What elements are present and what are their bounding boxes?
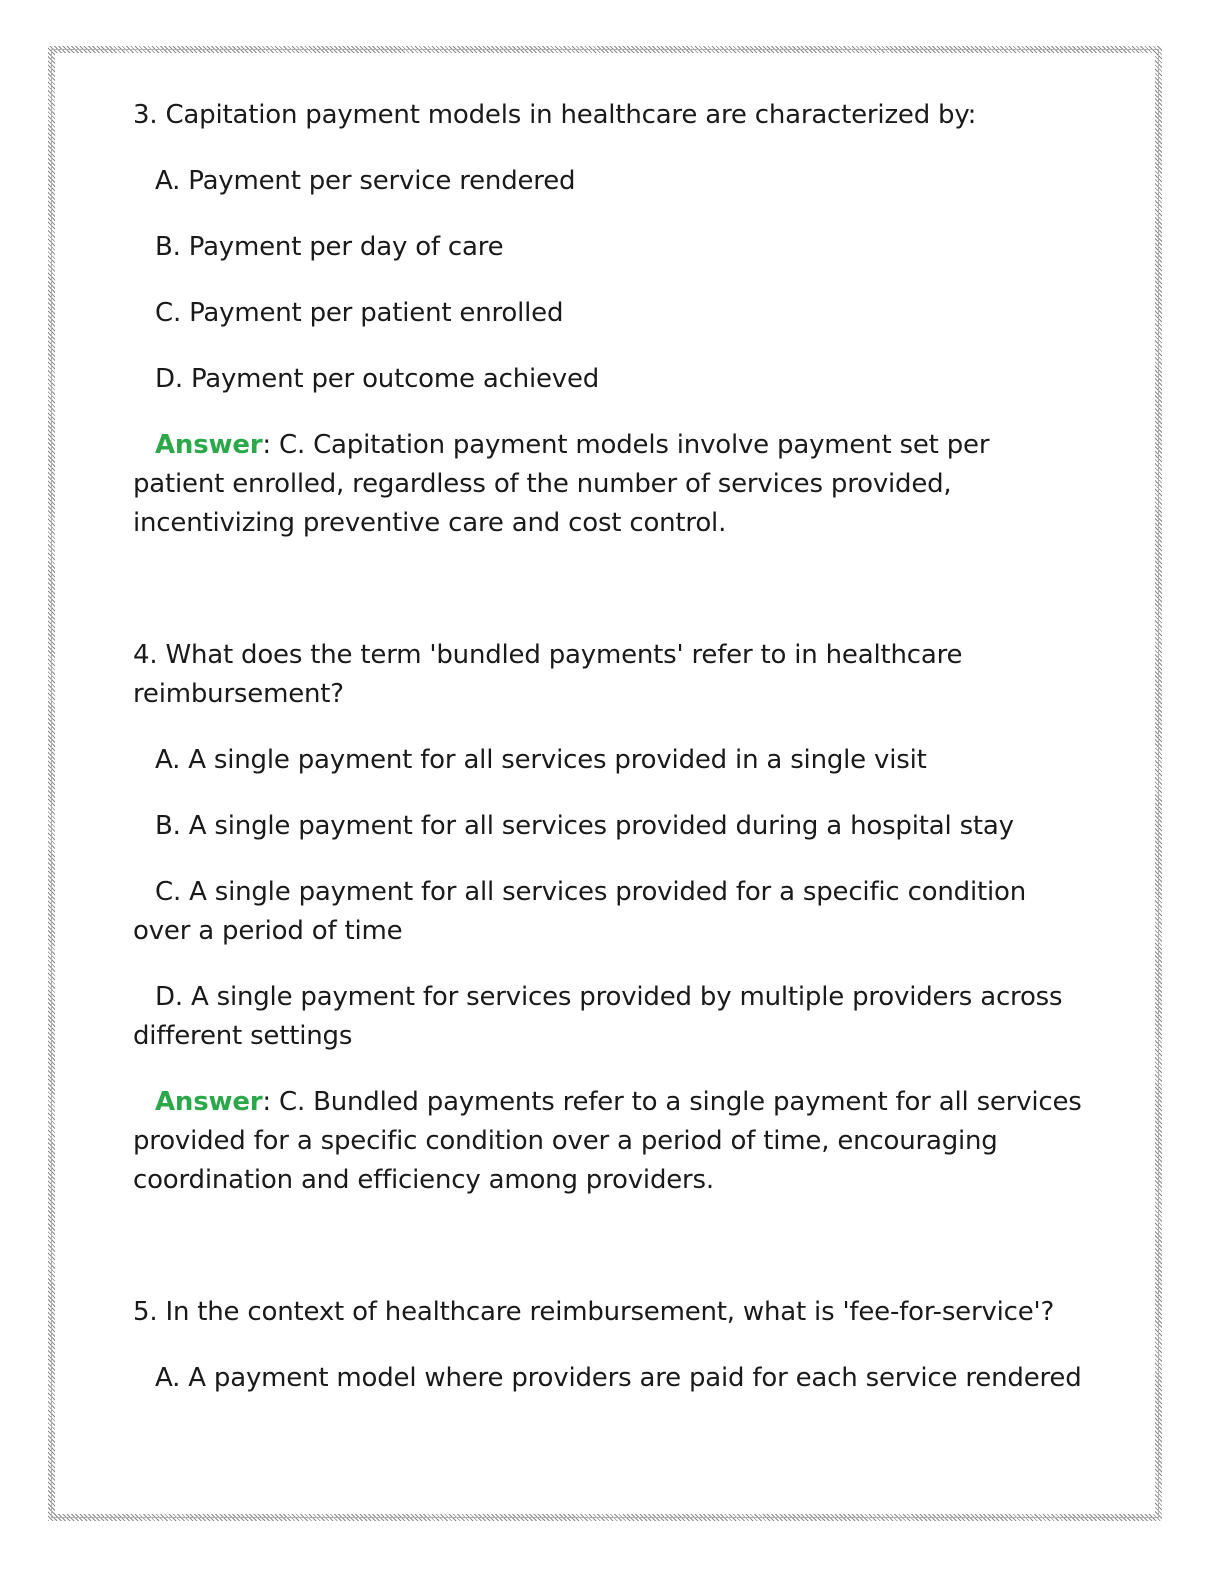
option-b: B. Payment per day of care xyxy=(155,232,504,262)
answer-label: Answer xyxy=(155,430,263,460)
option-d: D. A single payment for services provided by multiple providers across different settings xyxy=(133,982,1063,1051)
question-prompt: 5. In the context of healthcare reimbursement, what is 'fee-for-service'? xyxy=(133,1297,1055,1327)
option-d: D. Payment per outcome achieved xyxy=(155,364,600,394)
option-c: C. A single payment for all services provided for a specific condition over a period of time xyxy=(133,877,1026,946)
answer-paragraph xyxy=(133,426,1083,543)
question-prompt: 3. Capitation payment models in healthcare are characterized by: xyxy=(133,100,977,130)
option-a: A. A payment model where providers are paid for each service rendered xyxy=(155,1363,1082,1393)
answer-paragraph xyxy=(133,1083,1083,1200)
question-block-3 xyxy=(133,96,1083,543)
option-c: C. Payment per patient enrolled xyxy=(155,298,564,328)
answer-text: : C. Bundled payments refer to a single payment for all services provided for a specific condition over a period of time, encouraging coordination and efficiency among providers. xyxy=(133,1087,1082,1195)
answer-label: Answer xyxy=(155,1087,263,1117)
option-a: A. Payment per service rendered xyxy=(155,166,576,196)
option-b: B. A single payment for all services provided during a hospital stay xyxy=(155,811,1014,841)
question-block-4 xyxy=(133,636,1083,1200)
document-content xyxy=(133,96,1083,1425)
answer-text: : C. Capitation payment models involve payment set per patient enrolled, regardless of the number of services provided, incentivizing preventive care and cost control. xyxy=(133,430,990,538)
question-prompt: 4. What does the term 'bundled payments' refer to in healthcare reimbursement? xyxy=(133,640,963,709)
question-block-5 xyxy=(133,1293,1083,1398)
option-a: A. A single payment for all services provided in a single visit xyxy=(155,745,927,775)
